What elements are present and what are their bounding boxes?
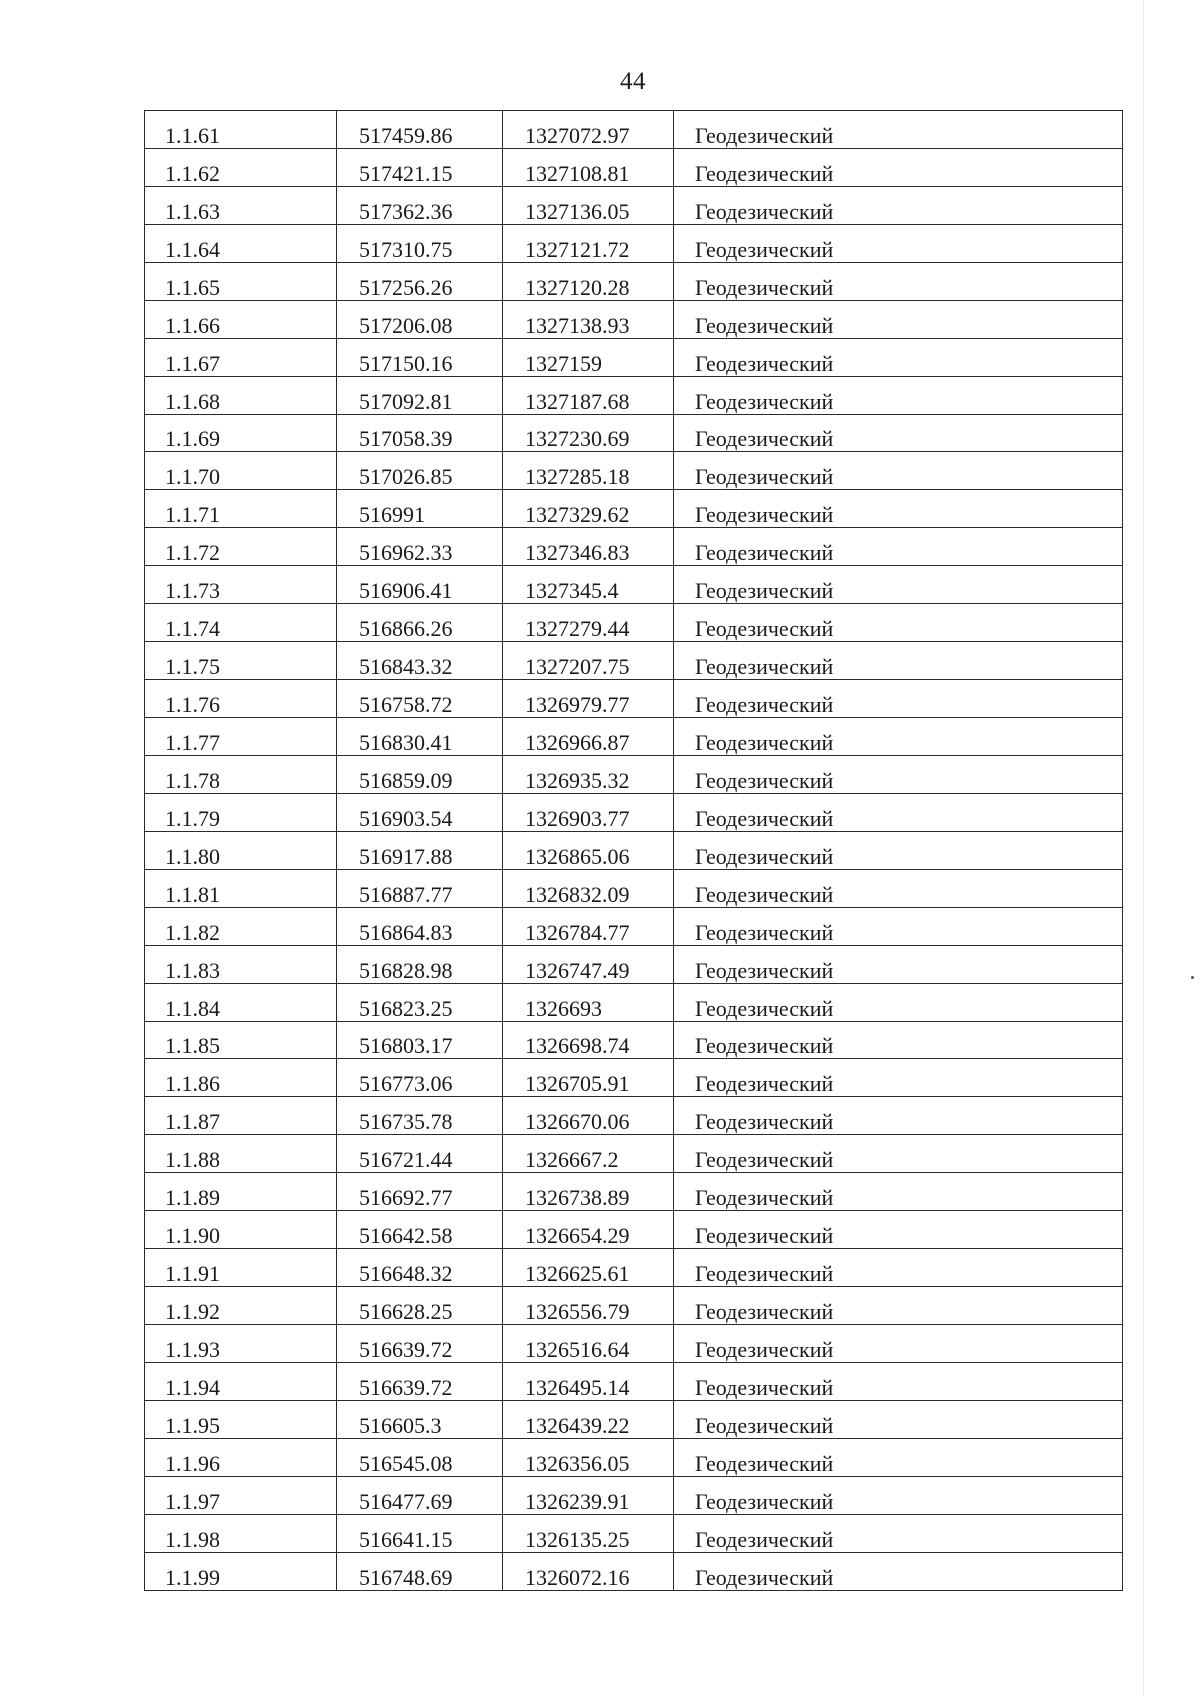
x-coordinate-cell: 516639.72	[337, 1362, 503, 1400]
x-coordinate-cell: 517256.26	[337, 262, 503, 300]
point-type-cell: Геодезический	[674, 831, 1123, 869]
y-coordinate-cell: 1327279.44	[503, 604, 674, 642]
point-id-cell: 1.1.75	[145, 642, 337, 680]
point-id-cell: 1.1.80	[145, 831, 337, 869]
table-row	[145, 1362, 1123, 1400]
point-type-cell: Геодезический	[674, 907, 1123, 945]
table-row	[145, 945, 1123, 983]
point-type-cell: Геодезический	[674, 1476, 1123, 1514]
point-id-cell: 1.1.97	[145, 1476, 337, 1514]
table-row	[145, 1173, 1123, 1211]
point-type-cell: Геодезический	[674, 983, 1123, 1021]
point-id-cell: 1.1.79	[145, 793, 337, 831]
y-coordinate-cell: 1326979.77	[503, 680, 674, 718]
y-coordinate-cell: 1326966.87	[503, 718, 674, 756]
point-type-cell: Геодезический	[674, 869, 1123, 907]
point-id-cell: 1.1.98	[145, 1514, 337, 1552]
table-row	[145, 1552, 1123, 1590]
point-type-cell: Геодезический	[674, 680, 1123, 718]
x-coordinate-cell: 516903.54	[337, 793, 503, 831]
point-id-cell: 1.1.96	[145, 1438, 337, 1476]
table-row	[145, 148, 1123, 186]
x-coordinate-cell: 517058.39	[337, 414, 503, 452]
point-id-cell: 1.1.93	[145, 1325, 337, 1363]
table-row	[145, 1211, 1123, 1249]
table-row	[145, 1249, 1123, 1287]
point-id-cell: 1.1.70	[145, 452, 337, 490]
point-id-cell: 1.1.91	[145, 1249, 337, 1287]
x-coordinate-cell: 516830.41	[337, 718, 503, 756]
y-coordinate-cell: 1327108.81	[503, 148, 674, 186]
y-coordinate-cell: 1326239.91	[503, 1476, 674, 1514]
table-row	[145, 755, 1123, 793]
table-row	[145, 1476, 1123, 1514]
point-id-cell: 1.1.94	[145, 1362, 337, 1400]
point-type-cell: Геодезический	[674, 1400, 1123, 1438]
point-id-cell: 1.1.81	[145, 869, 337, 907]
x-coordinate-cell: 516735.78	[337, 1097, 503, 1135]
point-id-cell: 1.1.82	[145, 907, 337, 945]
point-id-cell: 1.1.72	[145, 528, 337, 566]
table-row	[145, 1135, 1123, 1173]
point-id-cell: 1.1.69	[145, 414, 337, 452]
x-coordinate-cell: 516477.69	[337, 1476, 503, 1514]
point-type-cell: Геодезический	[674, 338, 1123, 376]
table-row	[145, 490, 1123, 528]
point-id-cell: 1.1.61	[145, 111, 337, 149]
table-row	[145, 111, 1123, 149]
y-coordinate-cell: 1326072.16	[503, 1552, 674, 1590]
x-coordinate-cell: 516859.09	[337, 755, 503, 793]
point-id-cell: 1.1.86	[145, 1059, 337, 1097]
table-row	[145, 1514, 1123, 1552]
table-row	[145, 831, 1123, 869]
point-id-cell: 1.1.88	[145, 1135, 337, 1173]
page-number: 44	[620, 68, 646, 95]
x-coordinate-cell: 517026.85	[337, 452, 503, 490]
x-coordinate-cell: 516758.72	[337, 680, 503, 718]
point-id-cell: 1.1.66	[145, 300, 337, 338]
y-coordinate-cell: 1326439.22	[503, 1400, 674, 1438]
x-coordinate-cell: 516639.72	[337, 1325, 503, 1363]
point-id-cell: 1.1.90	[145, 1211, 337, 1249]
table-row	[145, 528, 1123, 566]
scan-speck	[1191, 976, 1194, 979]
x-coordinate-cell: 516773.06	[337, 1059, 503, 1097]
y-coordinate-cell: 1327346.83	[503, 528, 674, 566]
x-coordinate-cell: 516545.08	[337, 1438, 503, 1476]
point-type-cell: Геодезический	[674, 414, 1123, 452]
point-type-cell: Геодезический	[674, 1552, 1123, 1590]
x-coordinate-cell: 517310.75	[337, 224, 503, 262]
point-id-cell: 1.1.68	[145, 376, 337, 414]
y-coordinate-cell: 1326356.05	[503, 1438, 674, 1476]
table-row	[145, 186, 1123, 224]
y-coordinate-cell: 1326698.74	[503, 1021, 674, 1059]
table-row	[145, 262, 1123, 300]
point-type-cell: Геодезический	[674, 186, 1123, 224]
table-row	[145, 1059, 1123, 1097]
y-coordinate-cell: 1326516.64	[503, 1325, 674, 1363]
table-row	[145, 680, 1123, 718]
point-type-cell: Геодезический	[674, 452, 1123, 490]
table-row	[145, 907, 1123, 945]
x-coordinate-cell: 516803.17	[337, 1021, 503, 1059]
x-coordinate-cell: 516823.25	[337, 983, 503, 1021]
x-coordinate-cell: 517092.81	[337, 376, 503, 414]
table-row	[145, 1021, 1123, 1059]
point-type-cell: Геодезический	[674, 376, 1123, 414]
y-coordinate-cell: 1327187.68	[503, 376, 674, 414]
y-coordinate-cell: 1327120.28	[503, 262, 674, 300]
table-row	[145, 224, 1123, 262]
point-type-cell: Геодезический	[674, 1021, 1123, 1059]
point-id-cell: 1.1.95	[145, 1400, 337, 1438]
point-id-cell: 1.1.74	[145, 604, 337, 642]
x-coordinate-cell: 516721.44	[337, 1135, 503, 1173]
point-type-cell: Геодезический	[674, 1287, 1123, 1325]
table-row	[145, 1400, 1123, 1438]
x-coordinate-cell: 517459.86	[337, 111, 503, 149]
x-coordinate-cell: 516887.77	[337, 869, 503, 907]
table-row	[145, 604, 1123, 642]
table-row	[145, 793, 1123, 831]
y-coordinate-cell: 1326747.49	[503, 945, 674, 983]
point-type-cell: Геодезический	[674, 1173, 1123, 1211]
point-id-cell: 1.1.67	[145, 338, 337, 376]
point-id-cell: 1.1.71	[145, 490, 337, 528]
point-id-cell: 1.1.99	[145, 1552, 337, 1590]
point-type-cell: Геодезический	[674, 1211, 1123, 1249]
point-type-cell: Геодезический	[674, 1362, 1123, 1400]
y-coordinate-cell: 1326654.29	[503, 1211, 674, 1249]
y-coordinate-cell: 1326693	[503, 983, 674, 1021]
y-coordinate-cell: 1326832.09	[503, 869, 674, 907]
y-coordinate-cell: 1327159	[503, 338, 674, 376]
point-type-cell: Геодезический	[674, 718, 1123, 756]
y-coordinate-cell: 1327345.4	[503, 566, 674, 604]
y-coordinate-cell: 1326935.32	[503, 755, 674, 793]
x-coordinate-cell: 516828.98	[337, 945, 503, 983]
point-id-cell: 1.1.63	[145, 186, 337, 224]
y-coordinate-cell: 1326556.79	[503, 1287, 674, 1325]
x-coordinate-cell: 516917.88	[337, 831, 503, 869]
x-coordinate-cell: 517362.36	[337, 186, 503, 224]
x-coordinate-cell: 516628.25	[337, 1287, 503, 1325]
table-row	[145, 1438, 1123, 1476]
point-id-cell: 1.1.87	[145, 1097, 337, 1135]
point-id-cell: 1.1.85	[145, 1021, 337, 1059]
x-coordinate-cell: 516642.58	[337, 1211, 503, 1249]
coordinates-table-body	[145, 111, 1123, 1591]
point-type-cell: Геодезический	[674, 262, 1123, 300]
y-coordinate-cell: 1326705.91	[503, 1059, 674, 1097]
x-coordinate-cell: 517421.15	[337, 148, 503, 186]
y-coordinate-cell: 1327207.75	[503, 642, 674, 680]
y-coordinate-cell: 1326135.25	[503, 1514, 674, 1552]
y-coordinate-cell: 1326495.14	[503, 1362, 674, 1400]
point-type-cell: Геодезический	[674, 1059, 1123, 1097]
point-id-cell: 1.1.62	[145, 148, 337, 186]
point-id-cell: 1.1.76	[145, 680, 337, 718]
point-type-cell: Геодезический	[674, 300, 1123, 338]
y-coordinate-cell: 1326784.77	[503, 907, 674, 945]
table-row	[145, 869, 1123, 907]
x-coordinate-cell: 516906.41	[337, 566, 503, 604]
point-type-cell: Геодезический	[674, 148, 1123, 186]
y-coordinate-cell: 1326670.06	[503, 1097, 674, 1135]
y-coordinate-cell: 1327136.05	[503, 186, 674, 224]
table-row	[145, 338, 1123, 376]
y-coordinate-cell: 1327230.69	[503, 414, 674, 452]
x-coordinate-cell: 517206.08	[337, 300, 503, 338]
y-coordinate-cell: 1327138.93	[503, 300, 674, 338]
x-coordinate-cell: 516692.77	[337, 1173, 503, 1211]
point-type-cell: Геодезический	[674, 490, 1123, 528]
page-edge	[1143, 0, 1200, 1696]
point-id-cell: 1.1.64	[145, 224, 337, 262]
y-coordinate-cell: 1326667.2	[503, 1135, 674, 1173]
x-coordinate-cell: 516605.3	[337, 1400, 503, 1438]
table-row	[145, 718, 1123, 756]
table-row	[145, 1097, 1123, 1135]
y-coordinate-cell: 1327072.97	[503, 111, 674, 149]
point-id-cell: 1.1.78	[145, 755, 337, 793]
point-type-cell: Геодезический	[674, 1097, 1123, 1135]
point-type-cell: Геодезический	[674, 1514, 1123, 1552]
point-id-cell: 1.1.65	[145, 262, 337, 300]
y-coordinate-cell: 1327329.62	[503, 490, 674, 528]
x-coordinate-cell: 516866.26	[337, 604, 503, 642]
table-row	[145, 376, 1123, 414]
y-coordinate-cell: 1326625.61	[503, 1249, 674, 1287]
point-type-cell: Геодезический	[674, 604, 1123, 642]
table-row	[145, 452, 1123, 490]
point-type-cell: Геодезический	[674, 566, 1123, 604]
point-type-cell: Геодезический	[674, 1325, 1123, 1363]
point-type-cell: Геодезический	[674, 793, 1123, 831]
point-type-cell: Геодезический	[674, 528, 1123, 566]
point-type-cell: Геодезический	[674, 642, 1123, 680]
point-type-cell: Геодезический	[674, 1135, 1123, 1173]
x-coordinate-cell: 517150.16	[337, 338, 503, 376]
table-row	[145, 414, 1123, 452]
point-id-cell: 1.1.77	[145, 718, 337, 756]
x-coordinate-cell: 516648.32	[337, 1249, 503, 1287]
x-coordinate-cell: 516641.15	[337, 1514, 503, 1552]
coordinates-table	[144, 110, 1123, 1591]
point-id-cell: 1.1.73	[145, 566, 337, 604]
y-coordinate-cell: 1326903.77	[503, 793, 674, 831]
table-row	[145, 642, 1123, 680]
point-id-cell: 1.1.83	[145, 945, 337, 983]
x-coordinate-cell: 516864.83	[337, 907, 503, 945]
table-row	[145, 1325, 1123, 1363]
x-coordinate-cell: 516962.33	[337, 528, 503, 566]
point-type-cell: Геодезический	[674, 945, 1123, 983]
point-type-cell: Геодезический	[674, 1249, 1123, 1287]
table-row	[145, 983, 1123, 1021]
y-coordinate-cell: 1327121.72	[503, 224, 674, 262]
x-coordinate-cell: 516843.32	[337, 642, 503, 680]
point-type-cell: Геодезический	[674, 1438, 1123, 1476]
y-coordinate-cell: 1327285.18	[503, 452, 674, 490]
x-coordinate-cell: 516991	[337, 490, 503, 528]
point-id-cell: 1.1.92	[145, 1287, 337, 1325]
table-row	[145, 1287, 1123, 1325]
y-coordinate-cell: 1326738.89	[503, 1173, 674, 1211]
point-id-cell: 1.1.84	[145, 983, 337, 1021]
table-row	[145, 566, 1123, 604]
y-coordinate-cell: 1326865.06	[503, 831, 674, 869]
point-type-cell: Геодезический	[674, 111, 1123, 149]
point-id-cell: 1.1.89	[145, 1173, 337, 1211]
point-type-cell: Геодезический	[674, 224, 1123, 262]
table-row	[145, 300, 1123, 338]
x-coordinate-cell: 516748.69	[337, 1552, 503, 1590]
point-type-cell: Геодезический	[674, 755, 1123, 793]
